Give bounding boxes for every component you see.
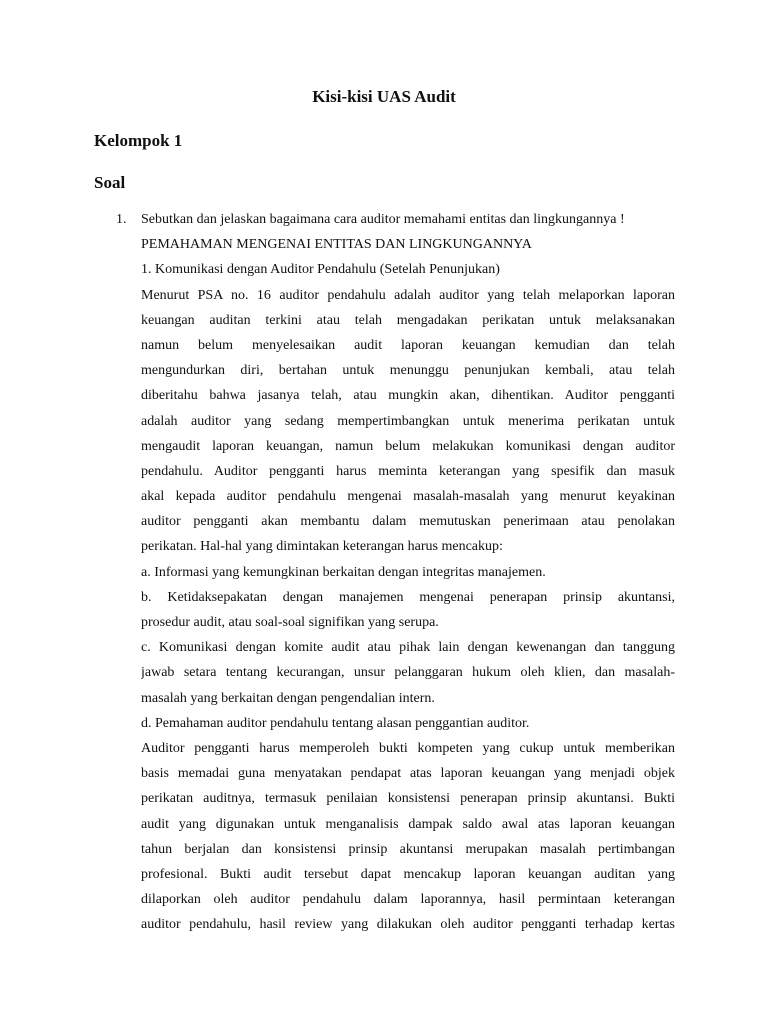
text-line: basis memadai guna menyatakan pendapat atas laporan keuangan yang menjadi objek: [141, 766, 675, 782]
text-line: tahun berjalan dan konsistensi prinsip akuntansi merupakan masalah pertimbangan: [141, 841, 675, 857]
text-line: d. Pemahaman auditor pendahulu tentang alasan penggantian auditor.: [141, 715, 530, 731]
text-line: jawab setara tentang kecurangan, unsur pelanggaran hukum oleh klien, dan masalah-: [141, 665, 675, 681]
text-line: masalah yang berkaitan dengan pengendalian intern.: [141, 690, 435, 706]
text-line: b. Ketidaksepakatan dengan manajemen mengenai penerapan prinsip akuntansi,: [141, 589, 675, 605]
text-line: mengundurkan diri, bertahan untuk menunggu penunjukan kembali, atau telah: [141, 363, 675, 379]
text-line: adalah auditor yang sedang mempertimbangkan untuk menerima perikatan untuk: [141, 413, 675, 429]
text-line: perikatan. Hal-hal yang dimintakan keterangan harus mencakup:: [141, 539, 503, 555]
group-heading: Kelompok 1: [94, 131, 183, 150]
text-line: Auditor pengganti harus memperoleh bukti kompeten yang cukup untuk memberikan: [141, 740, 675, 756]
text-line: perikatan auditnya, termasuk penilaian konsistensi penerapan prinsip akuntansi. Bukti: [141, 791, 675, 807]
question-body: [141, 210, 675, 940]
text-line: Sebutkan dan jelaskan bagaimana cara auditor memahami entitas dan lingkungannya !: [141, 212, 625, 227]
text-line: dilaporkan oleh auditor pendahulu dalam laporannya, hasil permintaan keterangan: [141, 892, 675, 908]
text-line: keuangan auditan terkini atau telah mengadakan perikatan untuk melaksanakan: [141, 312, 675, 328]
text-line: a. Informasi yang kemungkinan berkaitan dengan integritas manajemen.: [141, 564, 546, 580]
text-line: Menurut PSA no. 16 auditor pendahulu adalah auditor yang telah melaporkan laporan: [141, 287, 675, 303]
text-line: namun belum menyelesaikan audit laporan keuangan kemudian dan telah: [141, 337, 675, 353]
document-title: Kisi-kisi UAS Audit: [312, 87, 456, 106]
text-line: akal kepada auditor pendahulu mengenai masalah-masalah yang menurut keyakinan: [141, 489, 675, 505]
text-line: PEMAHAMAN MENGENAI ENTITAS DAN LINGKUNGANNYA: [141, 237, 532, 253]
question-number: 1.: [116, 212, 127, 227]
text-line: prosedur audit, atau soal-soal signifikan yang serupa.: [141, 615, 439, 630]
text-line: auditor pengganti akan membantu dalam memutuskan penerimaan atau penolakan: [141, 514, 675, 530]
text-line: c. Komunikasi dengan komite audit atau pihak lain dengan kewenangan dan tanggung: [141, 640, 675, 656]
section-heading: Soal: [94, 173, 126, 192]
text-line: diberitahu bahwa jasanya telah, atau mungkin akan, dihentikan. Auditor pengganti: [141, 388, 675, 404]
text-line: pendahulu. Auditor pengganti harus meminta keterangan yang spesifik dan masuk: [141, 463, 675, 479]
text-line: profesional. Bukti audit tersebut dapat mencakup laporan keuangan auditan yang: [141, 866, 675, 882]
text-line: mengaudit laporan keuangan, namun belum melakukan komunikasi dengan auditor: [141, 438, 675, 454]
text-line: audit yang digunakan untuk menganalisis dampak saldo awal atas laporan keuangan: [141, 816, 675, 832]
text-line: auditor pendahulu, hasil review yang dilakukan oleh auditor pengganti terhadap kertas: [141, 917, 675, 933]
text-line: 1. Komunikasi dengan Auditor Pendahulu (Setelah Penunjukan): [141, 262, 500, 278]
